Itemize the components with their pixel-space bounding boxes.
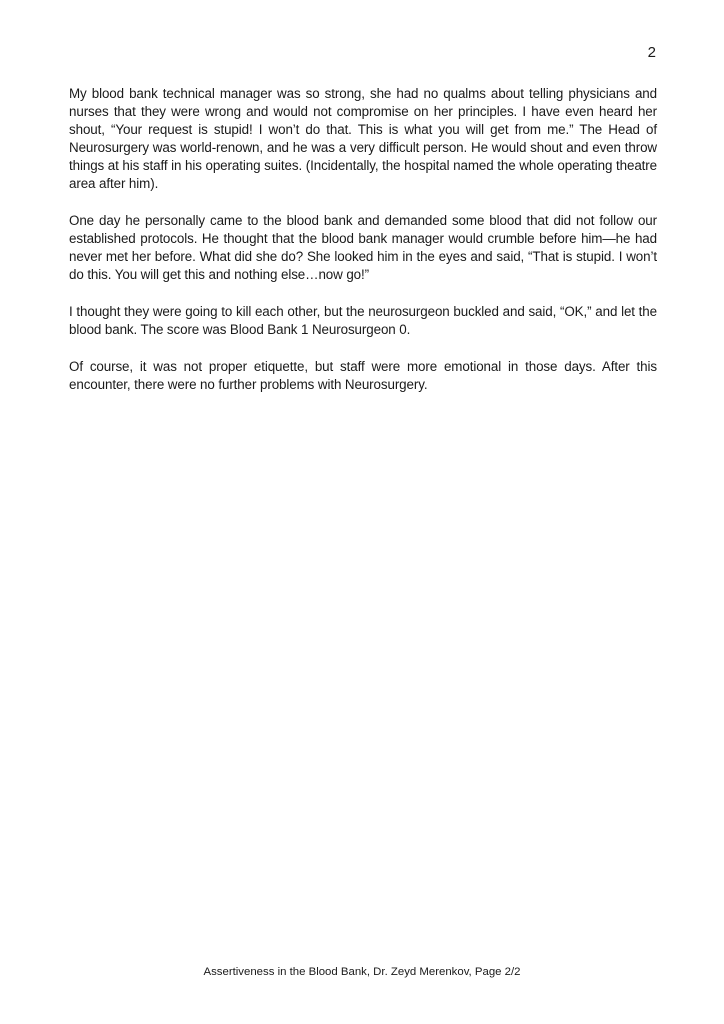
page-footer: Assertiveness in the Blood Bank, Dr. Zeyd Merenkov, Page 2/2: [203, 966, 521, 978]
page-number: 2: [647, 44, 656, 61]
paragraph-4: Of course, it was not proper etiquette, but staff were more emotional in those days. After this encounter, there were no further problems with Neurosurgery.: [69, 359, 657, 392]
paragraph-3: I thought they were going to kill each other, but the neurosurgeon buckled and said, “OK,” and let the blood bank. The score was Blood Bank 1 Neurosurgeon 0.: [69, 304, 657, 337]
body-text: [69, 85, 657, 413]
paragraph-1: My blood bank technical manager was so strong, she had no qualms about telling physicians and nurses that they were wrong and would not compromise on her principles. I have even heard her shout, “Your request is stupid! I won’t do that. This is what you will get from me.” The Head of Neurosurgery was world-renown, and he was a very difficult person. He would shout and even throw things at his staff in his operating suites. (Incidentally, the hospital named the whole operating theatre area after him).: [69, 86, 657, 191]
paragraph-2: One day he personally came to the blood bank and demanded some blood that did not follow our established protocols. He thought that the blood bank manager would crumble before him—he had never met her before. What did she do? She looked him in the eyes and said, “That is stupid. I won’t do this. You will get this and nothing else…now go!”: [69, 213, 657, 282]
